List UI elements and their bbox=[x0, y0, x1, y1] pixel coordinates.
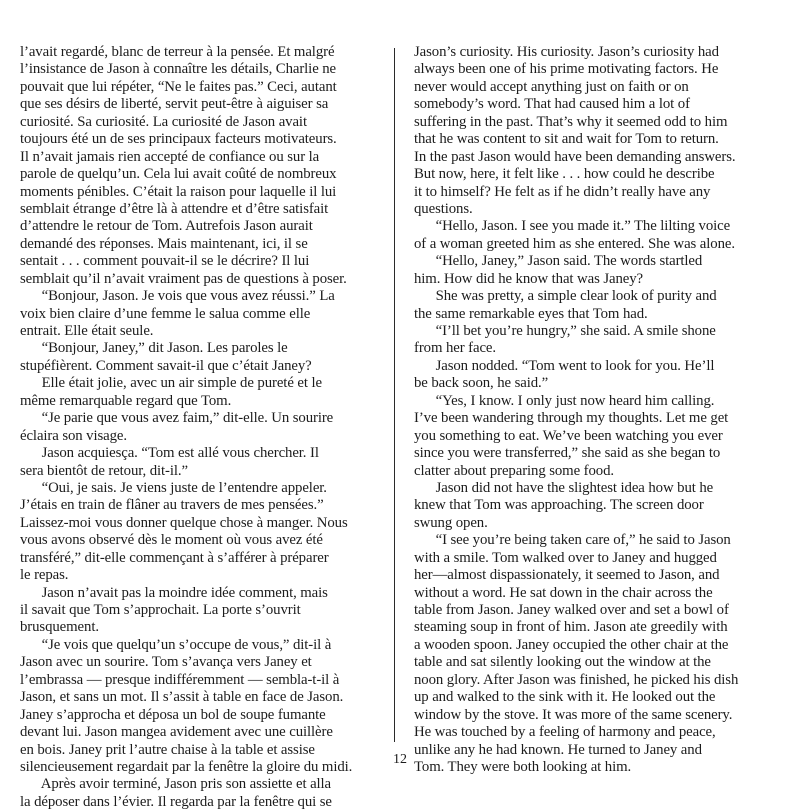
text-line: unlike any he had known. He turned to Janey and bbox=[414, 741, 702, 758]
text-line: le repas. bbox=[20, 567, 69, 584]
text-line: la déposer dans l’évier. Il regarda par la fenêtre qui se bbox=[20, 793, 332, 810]
text-line: somebody’s word. That had caused him a lot of bbox=[414, 96, 690, 113]
text-line: knew that Tom was approaching. The screen door bbox=[414, 497, 704, 514]
text-line: “Hello, Janey,” Jason said. The words startled bbox=[414, 253, 703, 270]
text-line: a wooden spoon. Janey occupied the other chair at the bbox=[414, 636, 729, 653]
text-line: l’insistance de Jason à connaître les détails, Charlie ne bbox=[20, 61, 337, 78]
text-line: steaming soup in front of him. Jason ate greedily with bbox=[414, 619, 728, 636]
text-line: She was pretty, a simple clear look of purity and bbox=[414, 288, 717, 305]
text-line: Jason did not have the slightest idea how but he bbox=[414, 479, 714, 496]
text-line: Après avoir terminé, Jason pris son assiette et alla bbox=[20, 776, 332, 793]
text-line: “Oui, je sais. Je viens juste de l’entendre appeler. bbox=[20, 479, 327, 496]
text-line: since you were transferred,” she said as she began to bbox=[414, 445, 721, 462]
text-line: l’embrassa — presque indifféremment — sembla-t-il à bbox=[20, 671, 340, 688]
text-line: it to himself? He felt as if he didn’t really have any bbox=[414, 183, 711, 200]
text-line: moments pénibles. C’était la raison pour laquelle il lui bbox=[20, 183, 337, 200]
text-line: “Je parie que vous avez faim,” dit-elle. Un sourire bbox=[20, 410, 334, 427]
text-line: devant lui. Jason mangea avidement avec une cuillère bbox=[20, 724, 333, 741]
text-line: “Bonjour, Jason. Je vois que vous avez réussi.” La bbox=[20, 288, 335, 305]
text-line: be back soon, he said.” bbox=[414, 375, 549, 392]
text-line: éclaira son visage. bbox=[20, 427, 127, 444]
text-line: “I see you’re being taken care of,” he said to Jason bbox=[414, 532, 731, 549]
text-line: always been one of his prime motivating factors. He bbox=[414, 61, 719, 78]
text-line: the same remarkable eyes that Tom had. bbox=[414, 305, 648, 322]
text-line: l’avait regardé, blanc de terreur à la pensée. Et malgré bbox=[20, 44, 335, 60]
text-line: pouvait que lui répéter, “Ne le faites pas.” Ceci, autant bbox=[20, 78, 337, 95]
text-line: clatter about preparing some food. bbox=[414, 462, 614, 479]
text-line: I’ve been wandering through my thoughts. Let me get bbox=[414, 410, 729, 427]
text-line: entrait. Elle était seule. bbox=[20, 323, 154, 339]
text-line: voix bien claire d’une femme le salua comme elle bbox=[20, 305, 311, 322]
text-line: table from Jason. Janey walked over and set a bowl of bbox=[414, 602, 729, 618]
text-line: Jason acquiesça. “Tom est allé vous chercher. Il bbox=[20, 445, 319, 462]
text-line: that he was content to sit and wait for Tom to return. bbox=[414, 131, 719, 148]
text-line: sentait . . . comment pouvait-il se le décrire? Il lui bbox=[20, 253, 310, 270]
text-line: “Hello, Jason. I see you made it.” The lilting voice bbox=[414, 218, 731, 235]
text-line: “Je vois que quelqu’un s’occupe de vous,” dit-il à bbox=[20, 636, 332, 653]
text-line: questions. bbox=[414, 200, 473, 217]
text-line: without a word. He sat down in the chair across the bbox=[414, 584, 713, 601]
text-line: sera bientôt de retour, dit-il.” bbox=[20, 462, 188, 479]
text-line: semblait étrange d’être là à attendre et d’être satisfait bbox=[20, 200, 329, 217]
text-line: swung open. bbox=[414, 514, 488, 531]
text-line: He was touched by a feeling of harmony and peace, bbox=[414, 724, 716, 741]
text-line: him. How did he know that was Janey? bbox=[414, 270, 643, 287]
left-column-french-text bbox=[20, 44, 380, 811]
text-line: stupéfièrent. Comment savait-il que c’était Janey? bbox=[20, 357, 312, 374]
text-line: But now, here, it felt like . . . how could he describe bbox=[414, 166, 715, 183]
text-line: parole de quelqu’un. Cela lui avait coûté de nombreux bbox=[20, 166, 337, 183]
text-line: vous avons observé dès le moment où vous avez été bbox=[20, 532, 323, 549]
text-line: suffering in the past. That’s why it seemed odd to him bbox=[414, 113, 728, 130]
text-line: up and walked to the sink with it. He looked out the bbox=[414, 689, 716, 706]
right-column-english-text bbox=[414, 44, 782, 776]
column-divider bbox=[394, 48, 395, 742]
text-line: In the past Jason would have been demanding answers. bbox=[414, 148, 736, 165]
text-line: Jason avec un sourire. Tom s’avança vers Janey et bbox=[20, 654, 312, 671]
text-line: Laissez-moi vous donner quelque chose à manger. Nous bbox=[20, 514, 348, 531]
text-line: transféré,” dit-elle commençant à s’afférer à préparer bbox=[20, 549, 329, 566]
text-line: Jason nodded. “Tom went to look for you. He’ll bbox=[414, 357, 715, 374]
text-line: table and sat silently looking out the window at the bbox=[414, 654, 711, 671]
text-line: “I’ll bet you’re hungry,” she said. A smile shone bbox=[414, 323, 716, 339]
text-line: toujours été un de ses principaux facteurs motivateurs. bbox=[20, 131, 337, 148]
text-line: J’étais en train de flâner au travers de mes pensées.” bbox=[20, 497, 324, 514]
text-line: “Bonjour, Janey,” dit Jason. Les paroles le bbox=[20, 340, 288, 357]
text-line: en bois. Janey prit l’autre chaise à la table et assise bbox=[20, 741, 315, 758]
text-line: never would accept anything just on faith or on bbox=[414, 78, 689, 95]
text-line: Jason n’avait pas la moindre idée comment, mais bbox=[20, 584, 328, 601]
text-line: Jason, et sans un mot. Il s’assit à table en face de Jason. bbox=[20, 689, 344, 706]
text-line: you something to eat. We’ve been watching you ever bbox=[414, 427, 723, 444]
text-line: Il n’avait jamais rien accepté de confiance ou sur la bbox=[20, 148, 320, 165]
text-line: her—almost dispassionately, it seemed to Jason, and bbox=[414, 567, 720, 584]
text-line: with a smile. Tom walked over to Janey and hugged bbox=[414, 549, 717, 566]
text-line: semblait qu’il n’avait vraiment pas de questions à poser. bbox=[20, 270, 347, 287]
text-line: Tom. They were both looking at him. bbox=[414, 758, 632, 775]
text-line: d’attendre le retour de Tom. Autrefois Jason aurait bbox=[20, 218, 313, 235]
text-line: window by the stove. It was more of the same scenery. bbox=[414, 706, 733, 723]
text-line: Janey s’approcha et déposa un bol de soupe fumante bbox=[20, 706, 326, 723]
text-line: “Yes, I know. I only just now heard him calling. bbox=[414, 392, 715, 409]
text-line: curiosité. Sa curiosité. La curiosité de Jason avait bbox=[20, 113, 307, 130]
text-line: noon glory. After Jason was finished, he picked his dish bbox=[414, 671, 739, 688]
text-line: silencieusement regardait par la fenêtre la gloire du midi. bbox=[20, 758, 353, 775]
text-line: que ses désirs de liberté, servit peut-être à aiguiser sa bbox=[20, 96, 329, 113]
text-line: il savait que Tom s’approchait. La porte s’ouvrit bbox=[20, 602, 301, 618]
text-line: Jason’s curiosity. His curiosity. Jason’s curiosity had bbox=[414, 44, 719, 60]
page-number: 12 bbox=[393, 752, 407, 767]
text-line: demandé des réponses. Mais maintenant, ici, il se bbox=[20, 235, 308, 252]
text-line: même remarquable regard que Tom. bbox=[20, 392, 232, 409]
text-line: from her face. bbox=[414, 340, 496, 357]
text-line: of a woman greeted him as she entered. She was alone. bbox=[414, 235, 735, 252]
text-line: Elle était jolie, avec un air simple de pureté et le bbox=[20, 375, 322, 392]
text-line: brusquement. bbox=[20, 619, 99, 636]
